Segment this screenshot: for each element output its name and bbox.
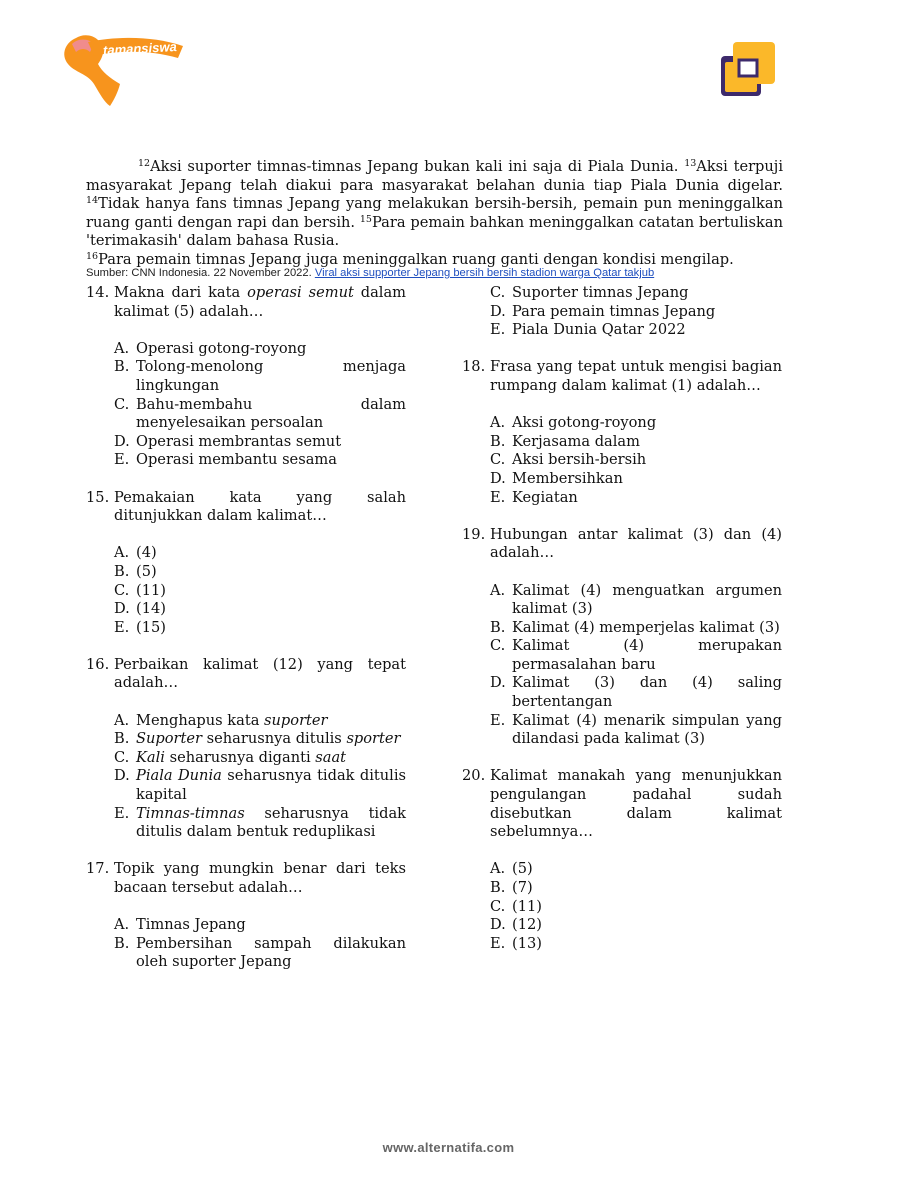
question-17-continued bbox=[462, 284, 782, 340]
option-e[interactable]: E. Operasi membantu sesama bbox=[114, 451, 337, 469]
option-a[interactable]: A. Kalimat (4) menguatkan argumen kalimat (3) bbox=[490, 581, 782, 618]
question-16: 16. Perbaikan kalimat (12) yang tepat adalah… A. Menghapus kata suporter B. Suporter seharusnya ditulis sporter C. Kali seharusnya diganti saat D. Piala Dunia seharusnya tidak ditulis kapital E. Timnas-timnas seharusnya tidak ditulis dalam bentuk reduplikasi bbox=[86, 655, 406, 841]
footer-url: www.alternatifa.com bbox=[382, 1140, 515, 1155]
option-c[interactable]: C. Bahu-membahu dalam menyelesaikan persoalan bbox=[114, 395, 406, 432]
question-text: Makna dari kata operasi semut dalam kalimat (5) adalah… bbox=[114, 284, 406, 320]
option-d[interactable]: D. Operasi membrantas semut bbox=[114, 432, 342, 450]
source-citation: Sumber: CNN Indonesia. 22 November 2022. Viral aksi supporter Jepang bersih bersih stadion warga Qatar takjub bbox=[86, 267, 655, 279]
tamansiswa-logo bbox=[58, 28, 193, 108]
option-a[interactable]: A. Aksi gotong-royong bbox=[490, 414, 657, 432]
right-column bbox=[462, 284, 782, 972]
option-a[interactable]: A. Timnas Jepang bbox=[114, 916, 246, 934]
option-e[interactable]: E. Kalimat (4) menarik simpulan yang dilandasi pada kalimat (3) bbox=[490, 711, 782, 748]
option-e[interactable]: E. (15) bbox=[114, 618, 166, 636]
option-c[interactable]: C. Suporter timnas Jepang bbox=[490, 284, 689, 301]
option-d[interactable]: D. Membersihkan bbox=[490, 469, 623, 487]
option-e[interactable]: E. (13) bbox=[490, 934, 542, 952]
option-a[interactable]: A. (5) bbox=[490, 860, 533, 878]
question-text: Frasa yang tepat untuk mengisi bagian rumpang dalam kalimat (1) adalah… bbox=[490, 358, 782, 394]
question-text: Perbaikan kalimat (12) yang tepat adalah… bbox=[114, 655, 406, 692]
option-b[interactable]: B. Pembersihan sampah dilakukan oleh suporter Jepang bbox=[114, 934, 406, 971]
option-a[interactable]: A. Operasi gotong-royong bbox=[114, 339, 307, 357]
option-c[interactable]: C. Kali seharusnya diganti saat bbox=[114, 748, 347, 766]
left-column bbox=[86, 284, 406, 991]
option-c[interactable]: C. (11) bbox=[490, 897, 542, 915]
option-e[interactable]: E. Piala Dunia Qatar 2022 bbox=[490, 321, 686, 339]
option-c[interactable]: C. Aksi bersih-bersih bbox=[490, 451, 647, 469]
question-text: Pemakaian kata yang salah ditunjukkan dalam kalimat… bbox=[114, 488, 406, 525]
question-text: Topik yang mungkin benar dari teks bacaan tersebut adalah… bbox=[114, 860, 406, 896]
option-b[interactable]: B. Kerjasama dalam bbox=[490, 432, 640, 450]
option-b[interactable]: B. Tolong-menolong menjaga lingkungan bbox=[114, 358, 406, 394]
option-d[interactable]: D. (14) bbox=[114, 600, 166, 618]
question-text: Hubungan antar kalimat (3) dan (4) adalah… bbox=[490, 525, 782, 562]
question-18: 18. Frasa yang tepat untuk mengisi bagian rumpang dalam kalimat (1) adalah… A. Aksi gotong-royong B. Kerjasama dalam C. Aksi bersih-bersih D. Membersihkan E. Kegiatan bbox=[462, 358, 782, 506]
reading-passage: $^{12}$Aksi suporter timnas-timnas Jepang bukan kali ini saja di Piala Dunia. $^{13}$Aksi terpuji masyarakat Jepang telah diakui para masyarakat belahan dunia tiap Piala Dunia digelar. $^{14}$Tidak hanya fans timnas Jepang yang melakukan bersih-bersih, pemain pun meninggalkan ruang ganti dengan rapi dan bersih. $^{15}$Para pemain bahkan meninggalkan catatan bertuliskan 'terimakasih' dalam bahasa Rusia. $^{16}$Para pemain timnas Jepang juga meninggalkan ruang ganti dengan kondisi mengilap. bbox=[86, 158, 783, 268]
question-19: 19. Hubungan antar kalimat (3) dan (4) adalah… A. Kalimat (4) menguatkan argumen kalimat (3) B. Kalimat (4) memperjelas kalimat (3) C. Kalimat (4) merupakan permasalahan baru D. Kalimat (3) dan (4) saling bertentangan E. Kalimat (4) menarik simpulan yang dilandasi pada kalimat (3) bbox=[462, 525, 782, 748]
option-b[interactable]: B. Suporter seharusnya ditulis sporter bbox=[114, 730, 401, 748]
source-link[interactable]: Viral aksi supporter Jepang bersih bersih stadion warga Qatar takjub bbox=[314, 267, 655, 279]
svg-text:tamansiswa: tamansiswa bbox=[102, 38, 178, 58]
option-d[interactable]: D. Piala Dunia seharusnya tidak ditulis kapital bbox=[114, 767, 406, 804]
option-a[interactable]: A. Menghapus kata suporter bbox=[114, 711, 328, 729]
option-e[interactable]: E. Kegiatan bbox=[490, 488, 578, 506]
alternatifa-logo bbox=[719, 40, 779, 98]
option-c[interactable]: C. (11) bbox=[114, 581, 166, 599]
option-b[interactable]: B. (5) bbox=[114, 562, 157, 580]
option-d[interactable]: D. Kalimat (3) dan (4) saling bertentangan bbox=[490, 674, 782, 711]
question-text: Kalimat manakah yang menunjukkan pengulangan padahal sudah disebutkan dalam kalimat sebelumnya… bbox=[490, 767, 782, 841]
option-e[interactable]: E. Timnas-timnas seharusnya tidak ditulis dalam bentuk reduplikasi bbox=[114, 804, 406, 841]
option-d[interactable]: D. Para pemain timnas Jepang bbox=[490, 302, 716, 320]
question-15: 15. Pemakaian kata yang salah ditunjukkan dalam kalimat… A. (4) B. (5) C. (11) D. (14) E. (15) bbox=[86, 488, 406, 636]
question-17: 17. Topik yang mungkin benar dari teks bacaan tersebut adalah… A. Timnas Jepang B. Pembersihan sampah dilakukan oleh suporter Jepang bbox=[86, 860, 406, 971]
option-a[interactable]: A. (4) bbox=[114, 544, 157, 562]
question-14: 14. Makna dari kata operasi semut dalam kalimat (5) adalah… A. Operasi gotong-royong B. Tolong-menolong menjaga lingkungan C. Bahu-membahu dalam menyelesaikan persoalan D. Operasi membrantas semut E. Operasi membantu sesama bbox=[86, 284, 406, 469]
option-b[interactable]: B. Kalimat (4) memperjelas kalimat (3) bbox=[490, 618, 780, 636]
option-c[interactable]: C. Kalimat (4) merupakan permasalahan baru bbox=[490, 637, 782, 673]
option-d[interactable]: D. (12) bbox=[490, 916, 542, 934]
option-b[interactable]: B. (7) bbox=[490, 879, 533, 896]
question-20: 20. Kalimat manakah yang menunjukkan pengulangan padahal sudah disebutkan dalam kalimat sebelumnya… A. (5) B. (7) C. (11) D. (12) E. (13) bbox=[462, 767, 782, 952]
